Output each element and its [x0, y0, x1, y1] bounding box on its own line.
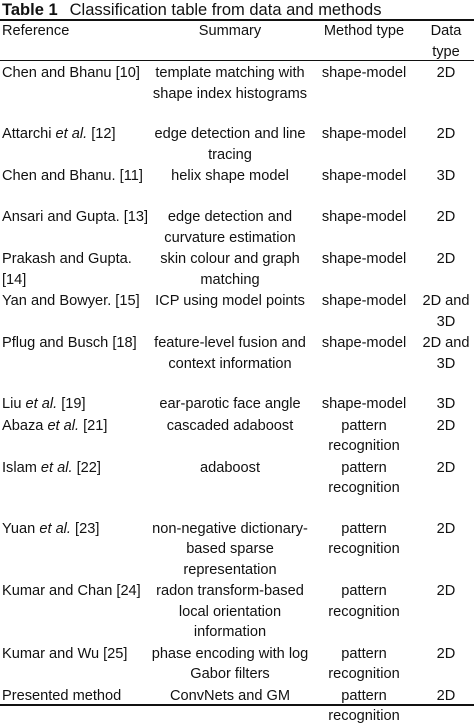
cell-summary: adaboost	[199, 459, 261, 476]
table-row	[0, 248, 474, 290]
cell-data-type: 2D	[436, 417, 456, 434]
cell-method-type: shape-model	[321, 335, 407, 351]
table-row	[0, 165, 474, 206]
table-row	[0, 643, 474, 685]
table-row	[0, 518, 474, 581]
cell-reference	[0, 415, 150, 457]
cell-method-type: pattern recognition	[328, 520, 400, 557]
cell-summary: radon transform-based local orientation information	[156, 583, 304, 640]
reference-authors: Attarchi	[2, 126, 56, 142]
cell-reference	[0, 457, 150, 518]
table-row	[0, 62, 474, 123]
cell-data-type: 2D and 3D	[422, 335, 470, 372]
cell-data-type: 2D	[436, 209, 456, 225]
cell-method-type: pattern recognition	[328, 687, 400, 724]
reference-authors: Yan and Bowyer. [15]	[2, 293, 140, 309]
cell-method-type: pattern recognition	[328, 417, 400, 454]
table-caption	[2, 0, 381, 20]
cell-summary: feature-level fusion and context information	[154, 335, 306, 372]
reference-authors: Chen and Bhanu. [11]	[2, 168, 143, 184]
cell-reference	[0, 62, 150, 123]
cell-data-type: 2D	[436, 65, 456, 81]
cell-summary: phase encoding with log Gabor filters	[151, 645, 309, 682]
cell-reference	[0, 206, 150, 248]
cell-reference	[0, 332, 150, 393]
reference-citation: [23]	[70, 520, 100, 537]
table-row	[0, 332, 474, 393]
cell-reference	[0, 165, 150, 206]
table-row	[0, 580, 474, 643]
reference-authors: Yuan	[2, 520, 40, 537]
cell-summary: helix shape model	[171, 168, 289, 184]
cell-method-type: shape-model	[321, 293, 407, 309]
cell-summary: ConvNets and GM	[169, 687, 291, 704]
cell-reference	[0, 685, 150, 727]
reference-citation: [21]	[79, 417, 108, 434]
cell-method-type: pattern recognition	[328, 645, 400, 682]
cell-summary: ear-parotic face angle	[159, 396, 301, 412]
reference-citation: [22]	[72, 459, 101, 476]
table-row	[0, 290, 474, 332]
table-row	[0, 685, 474, 727]
header-row	[0, 20, 474, 62]
cell-data-type: 3D	[436, 168, 456, 184]
cell-method-type: shape-model	[321, 168, 407, 184]
cell-data-type: 2D	[436, 583, 456, 599]
reference-authors: Kumar and Chan [24]	[2, 583, 141, 599]
cell-method-type: shape-model	[321, 209, 407, 225]
classification-table	[0, 20, 474, 727]
cell-summary: skin colour and graph matching	[160, 251, 300, 288]
reference-authors: Chen and Bhanu [10]	[2, 65, 140, 81]
table-row	[0, 123, 474, 165]
table-body	[0, 62, 474, 727]
table-row	[0, 415, 474, 457]
cell-method-type: shape-model	[321, 251, 407, 267]
cell-method-type: shape-model	[321, 126, 407, 142]
reference-et-al: et al.	[25, 396, 58, 412]
header-reference: Reference	[2, 23, 70, 39]
reference-et-al: et al.	[39, 520, 71, 537]
cell-summary: cascaded adaboost	[166, 417, 294, 434]
cell-reference	[0, 248, 150, 290]
cell-data-type: 3D	[436, 396, 456, 412]
reference-et-al: et al.	[40, 459, 73, 476]
reference-authors: Ansari and Gupta. [13]	[2, 209, 149, 225]
header-summary: Summary	[198, 23, 262, 39]
cell-data-type: 2D	[436, 251, 456, 267]
reference-authors: Kumar and Wu [25]	[2, 645, 128, 662]
reference-authors: Islam	[2, 459, 41, 476]
reference-authors: Prakash and Gupta. [14]	[2, 251, 132, 288]
reference-authors: Presented method	[2, 687, 122, 704]
cell-data-type: 2D and 3D	[422, 293, 470, 330]
cell-data-type: 2D	[436, 645, 456, 662]
cell-summary: edge detection and line tracing	[154, 126, 306, 163]
cell-data-type: 2D	[436, 520, 456, 537]
cell-summary: template matching with shape index histograms	[152, 65, 308, 102]
cell-data-type: 2D	[436, 687, 456, 704]
caption-label: Table 1	[2, 1, 58, 19]
cell-summary: edge detection and curvature estimation	[164, 209, 296, 246]
cell-method-type: shape-model	[321, 396, 407, 412]
cell-reference	[0, 393, 150, 415]
table-row	[0, 393, 474, 415]
caption-text: Classification table from data and methods	[69, 1, 382, 19]
header-data-type: Data type	[430, 23, 462, 60]
reference-citation: [12]	[87, 126, 116, 142]
cell-reference	[0, 518, 150, 581]
table-row	[0, 457, 474, 518]
table-header	[0, 20, 474, 62]
reference-authors: Abaza	[2, 417, 48, 434]
table-row	[0, 206, 474, 248]
reference-et-al: et al.	[55, 126, 88, 142]
cell-method-type: pattern recognition	[328, 583, 400, 620]
cell-summary: ICP using model points	[155, 293, 305, 309]
reference-citation: [19]	[57, 396, 86, 412]
cell-method-type: shape-model	[321, 65, 407, 81]
cell-summary: non-negative dictionary-based sparse representation	[152, 520, 308, 578]
cell-reference	[0, 290, 150, 332]
reference-authors: Liu	[2, 396, 26, 412]
reference-authors: Pflug and Busch [18]	[2, 335, 137, 351]
cell-data-type: 2D	[436, 126, 456, 142]
cell-data-type: 2D	[436, 459, 456, 476]
cell-reference	[0, 580, 150, 643]
reference-et-al: et al.	[47, 417, 80, 434]
cell-reference	[0, 123, 150, 165]
cell-method-type: pattern recognition	[328, 459, 400, 496]
cell-reference	[0, 643, 150, 685]
header-method-type: Method type	[323, 23, 405, 39]
